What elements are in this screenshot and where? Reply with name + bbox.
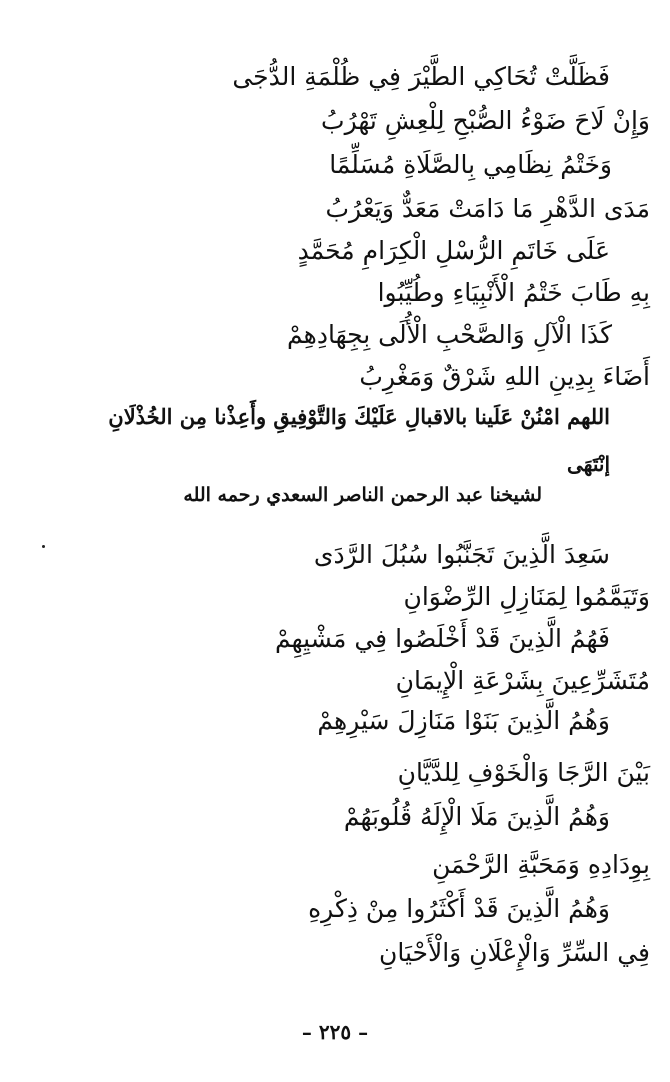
poem2-line-10: فِي السِّرِّ وَالْإِعْلَانِ وَالْأَحْيَانِ [378,938,650,967]
poem-attribution-heading: لشيخنا عبد الرحمن الناصر السعدي رحمه الله [183,484,542,506]
poem1-line-1: فَظَلَّتْ تُحَاكِي الطَّيْرَ فِي ظُلْمَةِ الدُّجَى [232,62,610,91]
end-word: إنْتَهَى [566,452,610,476]
poem1-line-3: وَخَتْمُ نِظَامِي بِالصَّلَاةِ مُسَلِّمًا [329,150,612,179]
poem2-line-4: مُتَشَرِّعِينَ بِشَرْعَةِ الْإِيمَانِ [395,666,650,695]
poem1-line-7: كَذَا الْآلِ وَالصَّحْبِ الْأُلَى بِجِهَادِهِمْ [287,320,612,349]
poem1-line-6: بِهِ طَابَ خَتْمُ الْأَنْبِيَاءِ وطُيِّبُوا [377,278,650,307]
poem2-line-1: سَعِدَ الَّذِينَ تَجَنَّبُوا سُبُلَ الرَّدَى [313,540,610,569]
poem2-line-9: وَهُمُ الَّذِينَ قَدْ أَكْثَرُوا مِنْ ذِكْرِهِ [308,894,610,923]
poem1-line-5: عَلَى خَاتَمِ الرُّسْلِ الْكِرَامِ مُحَمَّدٍ [297,236,610,265]
poem1-line-8: أَضَاءَ بِدِينِ اللهِ شَرْقٌ وَمَغْرِبُ [359,362,650,391]
poem1-line-4: مَدَى الدَّهْرِ مَا دَامَتْ مَعَدٌّ وَيَعْرُبُ [325,194,650,223]
poem2-line-3: فَهُمُ الَّذِينَ قَدْ أَخْلَصُوا فِي مَشْيِهِمْ [275,624,610,653]
print-speck [42,545,45,548]
poem2-line-5: وَهُمُ الَّذِينَ بَنَوْا مَنَازِلَ سَيْرِهِمْ [317,706,610,735]
poem2-line-7: وَهُمُ الَّذِينَ مَلَا الْإِلَهُ قُلُوبَهُمْ [343,802,610,831]
poem2-line-8: بِوِدَادِهِ وَمَحَبَّةِ الرَّحْمَنِ [432,850,650,879]
poem2-line-6: بَيْنَ الرَّجَا وَالْخَوْفِ لِلدَّيَّانِ [397,758,650,787]
poem1-line-2: وَإِنْ لَاحَ ضَوْءُ الصُّبْحِ لِلْعِشِ تَهْرُبُ [321,106,650,135]
poem2-line-2: وَتَيَمَّمُوا لِمَنَازِلِ الرِّضْوَانِ [403,582,650,611]
supplication-line: اللهم امْنُنْ عَلَينا بالاقبالِ عَلَيْكَ وَالتَّوْفِيقِ وأَعِذْنا مِن الخُذْلَانِ [108,404,610,429]
page-number: – ٢٢٥ – [301,1020,369,1044]
